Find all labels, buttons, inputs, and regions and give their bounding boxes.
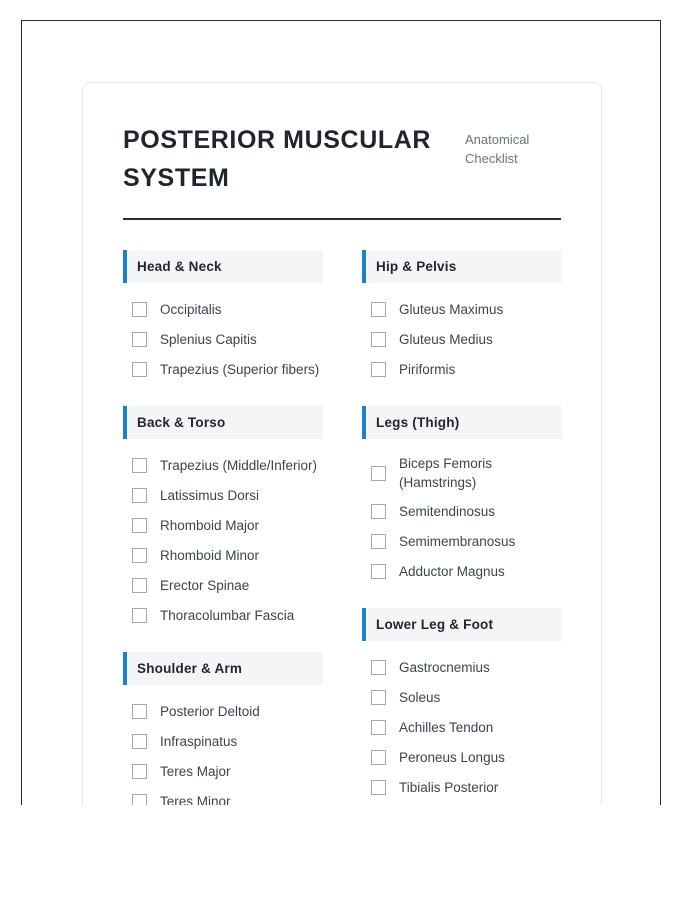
checkbox-icon[interactable] [132, 362, 147, 377]
checklist-item-label: Soleus [399, 689, 441, 705]
viewport-frame [21, 20, 661, 805]
checklist-item[interactable] [362, 652, 562, 682]
checkbox-icon[interactable] [132, 302, 147, 317]
checklist-item-label: Thoracolumbar Fascia [160, 607, 295, 623]
checklist-section [362, 250, 562, 384]
checklist-section [123, 250, 323, 384]
checkbox-icon[interactable] [371, 302, 386, 317]
checklist-item[interactable] [362, 354, 562, 384]
checkbox-icon[interactable] [132, 458, 147, 473]
right-column [362, 250, 562, 805]
section-title: Lower Leg & Foot [376, 617, 494, 632]
checklist-item[interactable] [362, 294, 562, 324]
checklist-item-label: Erector Spinae [160, 577, 250, 593]
section-header [362, 250, 562, 283]
checklist-item-label: Piriformis [399, 361, 456, 377]
checklist [362, 641, 562, 802]
checklist-item[interactable] [362, 772, 562, 802]
checkbox-icon[interactable] [132, 764, 147, 779]
checklist-item-label: Achilles Tendon [399, 719, 494, 735]
checklist-item[interactable] [362, 712, 562, 742]
checkbox-icon[interactable] [132, 548, 147, 563]
section-header [362, 608, 562, 641]
checklist-item-label: Trapezius (Superior fibers) [160, 361, 320, 377]
checklist-item[interactable] [123, 450, 323, 480]
checkbox-icon[interactable] [132, 518, 147, 533]
checkbox-icon[interactable] [371, 690, 386, 705]
document-sheet [82, 82, 602, 805]
checklist [362, 283, 562, 384]
section-header [123, 406, 323, 439]
checklist [123, 439, 323, 630]
section-title: Legs (Thigh) [376, 415, 460, 430]
section-title: Back & Torso [137, 415, 226, 430]
section-title: Head & Neck [137, 259, 222, 274]
checklist-item-label: Biceps Femoris (Hamstrings) [399, 456, 493, 490]
page-title: POSTERIOR MUSCULAR SYSTEM [123, 126, 432, 192]
checklist-item-label: Semitendinosus [399, 503, 496, 519]
checklist-item[interactable] [123, 600, 323, 630]
checkbox-icon[interactable] [132, 704, 147, 719]
checklist-item[interactable] [362, 450, 562, 496]
checklist-item[interactable] [123, 510, 323, 540]
checkbox-icon[interactable] [371, 660, 386, 675]
checklist-item[interactable] [362, 324, 562, 354]
checklist-item[interactable] [123, 354, 323, 384]
header-divider [123, 218, 561, 220]
checklist-item[interactable] [123, 324, 323, 354]
checklist-item[interactable] [123, 756, 323, 786]
checklist-item-label: Posterior Deltoid [160, 703, 260, 719]
checklist-item-label: Rhomboid Major [160, 517, 260, 533]
section-accent-bar [362, 406, 366, 439]
checklist-item[interactable] [362, 682, 562, 712]
checklist-item[interactable] [123, 696, 323, 726]
checklist-item-label: Peroneus Longus [399, 749, 505, 765]
checkbox-icon[interactable] [371, 534, 386, 549]
checklist-item-label: Occipitalis [160, 301, 222, 317]
section-accent-bar [123, 652, 127, 685]
checklist-item-label: Trapezius (Middle/Inferior) [160, 457, 318, 473]
checkbox-icon[interactable] [132, 734, 147, 749]
checkbox-icon[interactable] [371, 750, 386, 765]
checklist-item[interactable] [123, 294, 323, 324]
checklist-item-label: Gluteus Maximus [399, 301, 504, 317]
checklist-item-label: Splenius Capitis [160, 331, 257, 347]
checklist-columns [123, 250, 561, 805]
title-block [123, 121, 443, 197]
checklist [123, 283, 323, 384]
checklist-item-label: Teres Minor [160, 793, 231, 805]
checklist-item-label: Rhomboid Minor [160, 547, 260, 563]
checklist-item[interactable] [362, 556, 562, 586]
checklist-item[interactable] [123, 786, 323, 805]
checklist-item[interactable] [362, 526, 562, 556]
checkbox-icon[interactable] [371, 466, 386, 481]
checklist-item[interactable] [362, 742, 562, 772]
section-header [362, 406, 562, 439]
checkbox-icon[interactable] [132, 794, 147, 806]
checkbox-icon[interactable] [371, 720, 386, 735]
section-accent-bar [123, 250, 127, 283]
checklist-item[interactable] [362, 496, 562, 526]
section-header [123, 250, 323, 283]
checklist-item[interactable] [123, 726, 323, 756]
checkbox-icon[interactable] [371, 362, 386, 377]
checklist-item-label: Gluteus Medius [399, 331, 493, 347]
checklist-section [123, 406, 323, 630]
checklist-item-label: Adductor Magnus [399, 563, 505, 579]
checkbox-icon[interactable] [132, 488, 147, 503]
section-accent-bar [362, 250, 366, 283]
checklist-item-label: Infraspinatus [160, 733, 238, 749]
checkbox-icon[interactable] [132, 332, 147, 347]
section-header [123, 652, 323, 685]
checkbox-icon[interactable] [371, 504, 386, 519]
left-column [123, 250, 323, 805]
checklist-item-label: Latissimus Dorsi [160, 487, 260, 503]
checklist-item-label: Tibialis Posterior [399, 779, 499, 795]
checkbox-icon[interactable] [371, 332, 386, 347]
checklist-item[interactable] [123, 570, 323, 600]
section-title: Hip & Pelvis [376, 259, 457, 274]
checklist-item-label: Gastrocnemius [399, 659, 490, 675]
section-title: Shoulder & Arm [137, 661, 243, 676]
section-accent-bar [362, 608, 366, 641]
section-accent-bar [123, 406, 127, 439]
checkbox-icon[interactable] [371, 564, 386, 579]
checklist-item[interactable] [123, 540, 323, 570]
checklist-section [362, 406, 562, 586]
checklist [362, 439, 562, 586]
checkbox-icon[interactable] [371, 780, 386, 795]
checklist-item-label: Semimembranosus [399, 533, 516, 549]
document-header [123, 121, 561, 197]
checklist-item[interactable] [123, 480, 323, 510]
checklist-section [362, 608, 562, 802]
checkbox-icon[interactable] [132, 608, 147, 623]
checkbox-icon[interactable] [132, 578, 147, 593]
checklist-section [123, 652, 323, 805]
document-subtitle: Anatomical Checklist [465, 132, 530, 166]
checklist-item-label: Teres Major [160, 763, 231, 779]
checklist [123, 685, 323, 805]
